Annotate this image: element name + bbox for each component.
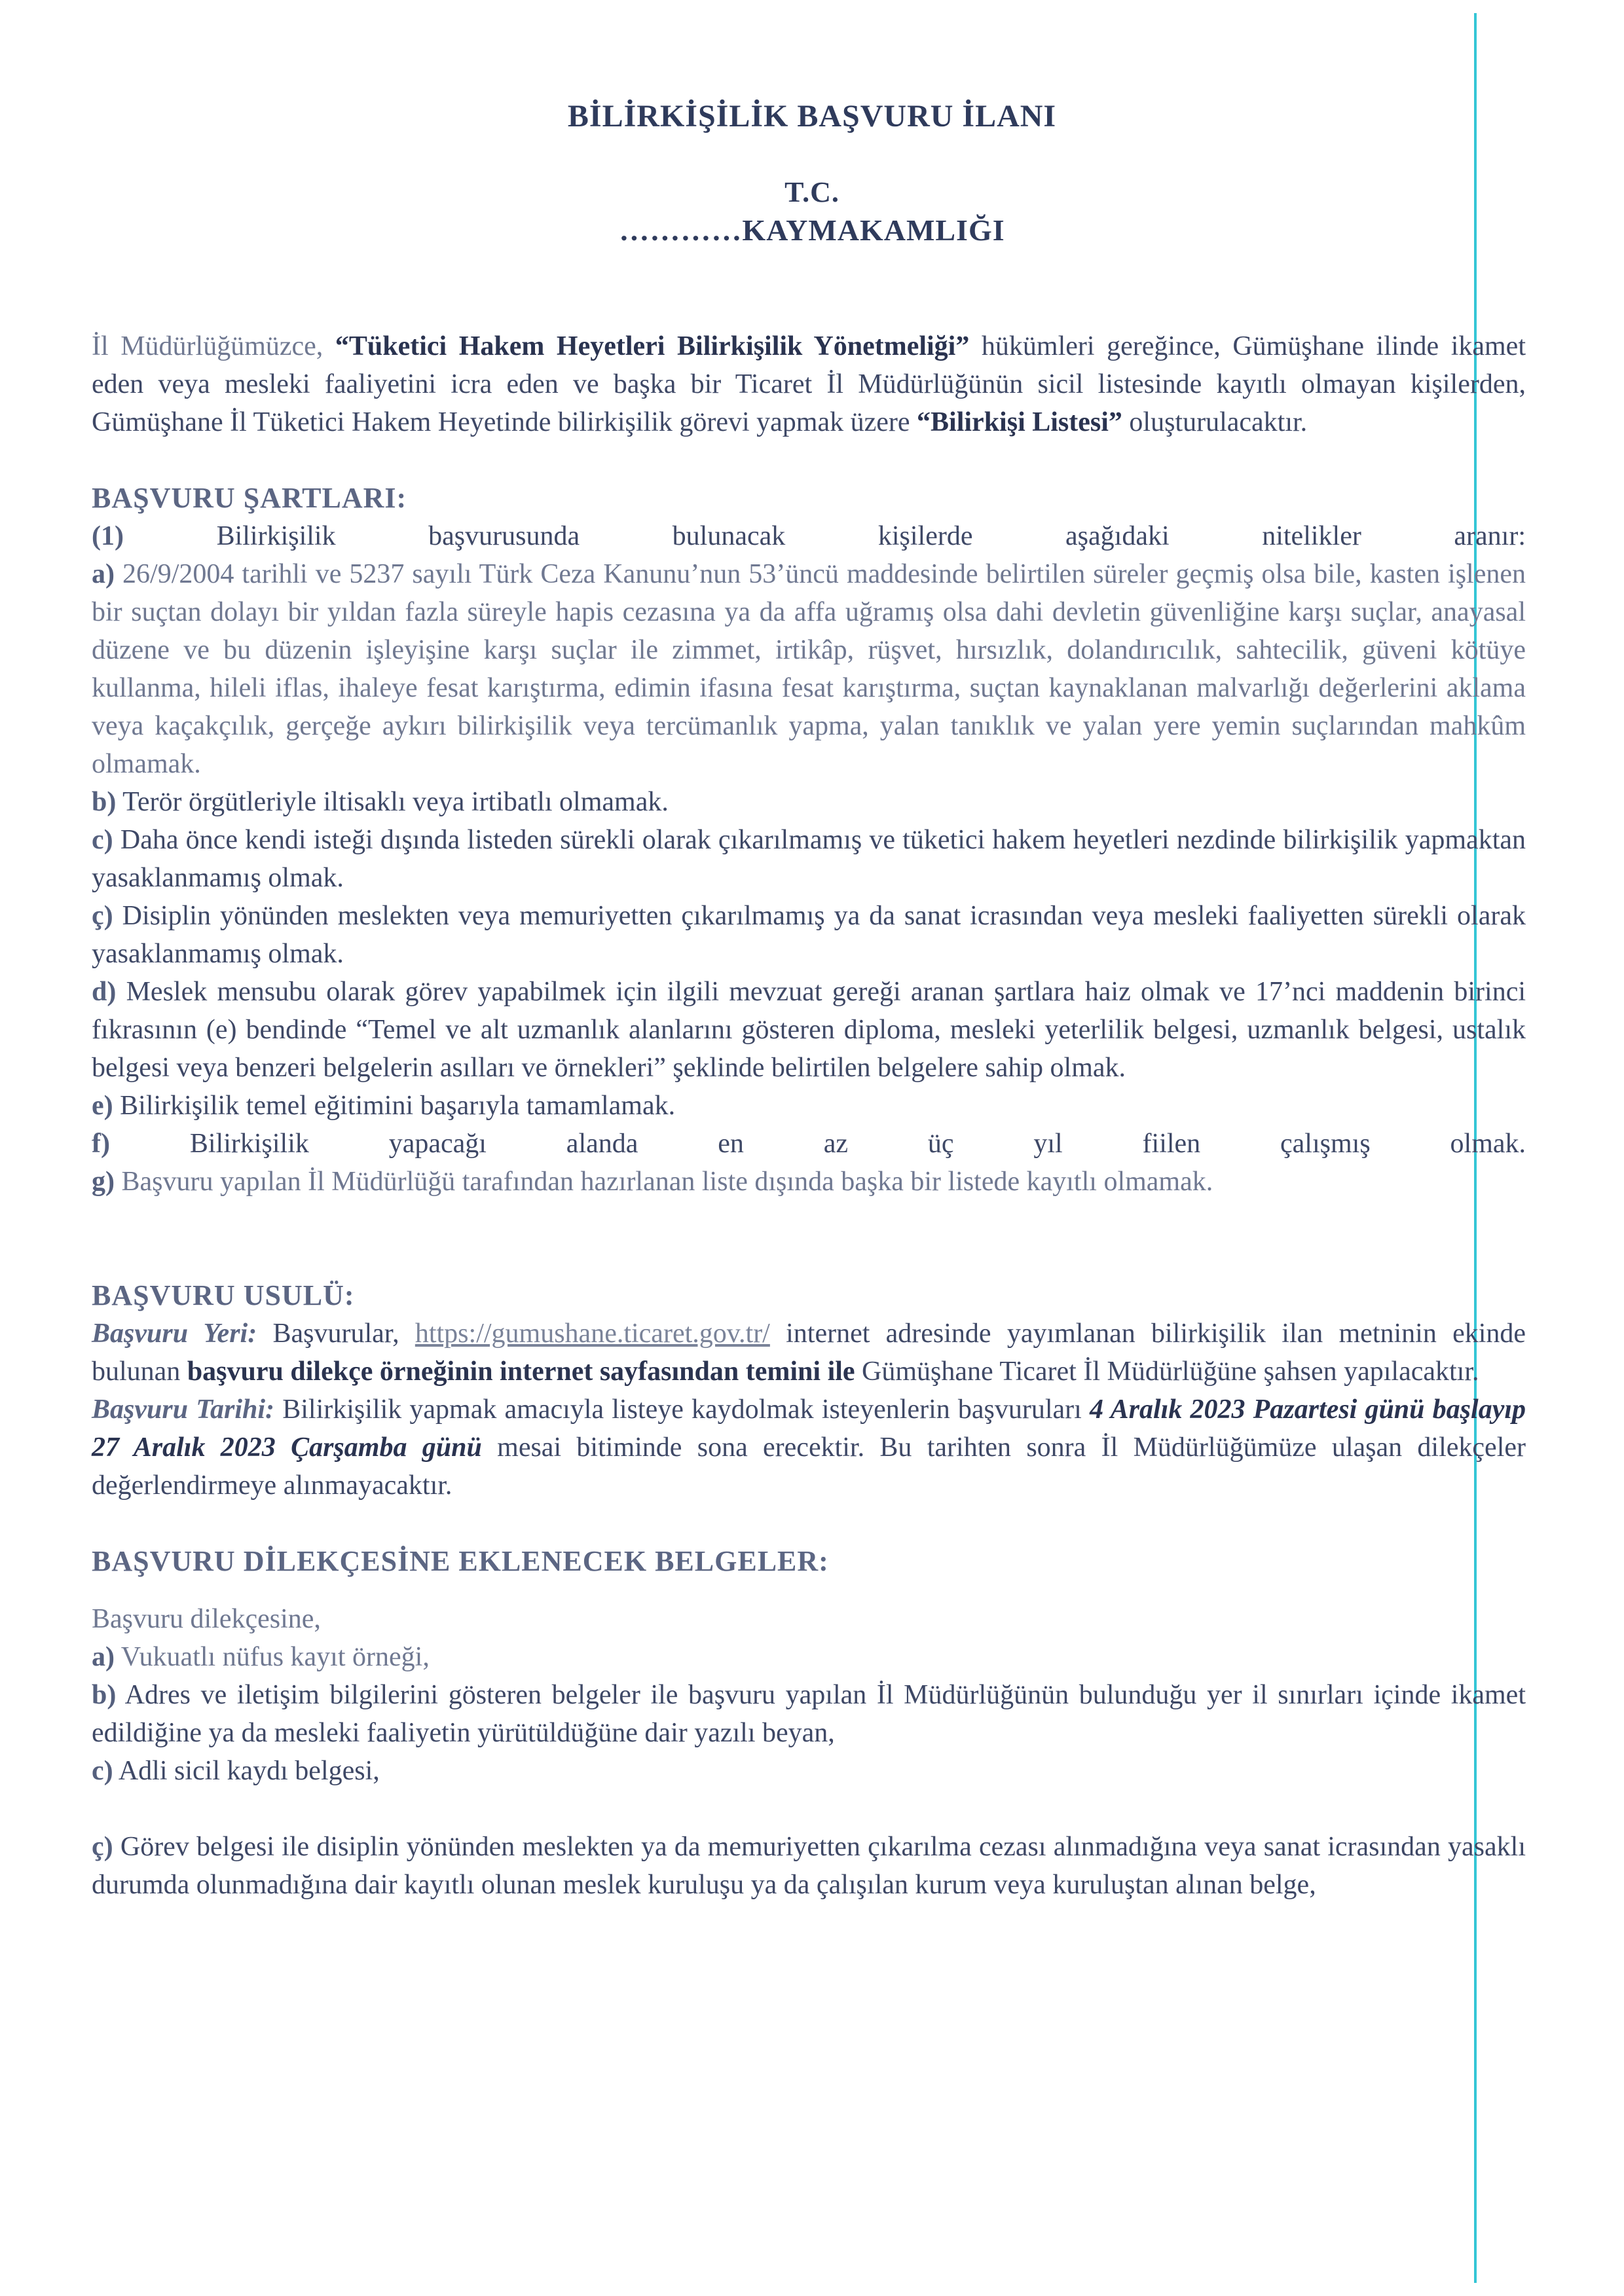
office-name: …………KAYMAKAMLIĞI: [619, 213, 1005, 247]
document-label: a): [92, 1642, 115, 1672]
condition-item: [92, 1163, 1526, 1201]
document-text: Vukuatlı nüfus kayıt örneği,: [120, 1642, 430, 1672]
condition-item: [92, 1087, 1526, 1125]
application-place: [92, 1315, 1526, 1391]
intro-text-1: İl Müdürlüğümüzce,: [92, 331, 323, 361]
document-text: Adres ve iletişim bilgilerini gösteren belgeler ile başvuru yapılan İl Müdürlüğünün bulunduğu yer il sınırları içinde ikamet edildiğine ya da mesleki faaliyetin yürütüldüğüne dair yazılı beyan,: [92, 1680, 1526, 1748]
date-range: 4 Aralık 2023 Pazartesi günü başlayıp 27 Aralık 2023 Çarşamba günü: [92, 1394, 1526, 1463]
conditions-intro: [92, 517, 1526, 555]
conditions-heading: BAŞVURU ŞARTLARI:: [92, 482, 407, 514]
conditions-intro-text: Bilirkişilik başvurusunda bulunacak kişilerde aşağıdaki nitelikler aranır:: [216, 521, 1526, 551]
condition-text: Daha önce kendi isteği dışında listeden sürekli olarak çıkarılmamış ve tüketici hakem heyetleri nezdinde bilirkişilik yapmaktan yasaklanmamış olmak.: [92, 825, 1526, 893]
condition-item: [92, 973, 1526, 1087]
condition-text: Bilirkişilik temel eğitimini başarıyla tamamlamak.: [120, 1091, 676, 1121]
place-text-3: Gümüşhane Ticaret İl Müdürlüğüne şahsen yapılacaktır.: [862, 1357, 1479, 1387]
documents-intro: Başvuru dilekçesine,: [92, 1604, 321, 1634]
condition-text: Disiplin yönünden meslekten veya memuriyetten çıkarılmamış ya da sanat icrasından veya mesleki faaliyetten sürekli olarak yasaklanmamış olmak.: [92, 901, 1526, 969]
condition-label: ç): [92, 901, 113, 931]
date-text-2: mesai bitiminde sona erecektir. Bu tarihten sonra İl Müdürlüğümüze ulaşan dilekçeler değerlendirmeye alınmayacaktır.: [92, 1432, 1526, 1501]
intro-text-2: hükümleri gereğince, Gümüşhane ilinde ikamet eden veya mesleki faaliyetini icra eden ve başka bir Ticaret İl Müdürlüğünün sicil listesinde kayıtlı olmayan kişilerden, Gümüşhane İl Tüketici Hakem Heyetinde bilirkişilik görevi yapmak üzere: [92, 331, 1526, 437]
condition-text: Meslek mensubu olarak görev yapabilmek için ilgili mevzuat gereği aranan şartlara haiz olmak ve 17’nci maddenin birinci fıkrasının (e) bendinde “Temel ve alt uzmanlık alanlarını gösteren diploma, mesleki yeterlilik belgesi, uzmanlık belgesi, ustalık belgesi veya benzeri belgelerin asılları ve örnekleri” şeklinde belirtilen belgelere sahip olmak.: [92, 977, 1526, 1083]
document-label: b): [92, 1680, 117, 1710]
condition-item: [92, 897, 1526, 973]
date-text-1: Bilirkişilik yapmak amacıyla listeye kaydolmak isteyenlerin başvuruları: [282, 1394, 1082, 1425]
document-label: ç): [92, 1832, 113, 1862]
condition-label: c): [92, 825, 113, 855]
condition-label: b): [92, 787, 117, 817]
condition-label: f): [92, 1129, 110, 1159]
document-item: [92, 1676, 1526, 1752]
condition-item: [92, 783, 1526, 821]
tc-label: T.C.: [784, 176, 840, 208]
document-item: [92, 1638, 1526, 1676]
condition-text: Bilirkişilik yapacağı alanda en az üç yıl fiilen çalışmış olmak.: [189, 1129, 1526, 1159]
conditions-intro-label: (1): [92, 521, 124, 551]
procedure-heading: BAŞVURU USULÜ:: [92, 1279, 355, 1311]
intro-text-3: oluşturulacaktır.: [1129, 407, 1308, 437]
condition-item: [92, 1125, 1526, 1163]
condition-text: Başvuru yapılan İl Müdürlüğü tarafından hazırlanan liste dışında başka bir listede kayıtlı olmamak.: [121, 1167, 1213, 1197]
intro-paragraph: [92, 327, 1526, 441]
document-item: [92, 1828, 1526, 1904]
condition-text: 26/9/2004 tarihli ve 5237 sayılı Türk Ceza Kanunu’nun 53’üncü maddesinde belirtilen süreler geçmiş olsa bile, kasten işlenen bir suçtan dolayı bir yıldan fazla süreyle hapis cezasına ya da affa uğramış olsa dahi devletin güvenliğine karşı suçlar, anayasal düzene ve bu düzenin işleyişine karşı suçlar ile zimmet, irtikâp, rüşvet, hırsızlık, dolandırıcılık, sahtecilik, güveni kötüye kullanma, hileli iflas, ihaleye fesat karıştırma, edimin ifasına fesat karıştırma, suçtan kaynaklanan malvarlığı değerlerini aklama veya kaçakçılık, gerçeğe aykırı bilirkişilik veya tercümanlık yapma, yalan tanıklık ve yalan yere yemin suçlarından mahkûm olmamak.: [92, 559, 1526, 779]
place-emphasis: başvuru dilekçe örneğinin internet sayfasından temini ile: [187, 1357, 855, 1387]
document-text: Adli sicil kaydı belgesi,: [118, 1756, 380, 1786]
condition-label: d): [92, 977, 117, 1007]
place-text-1: Başvurular,: [272, 1319, 399, 1349]
application-date: [92, 1391, 1526, 1504]
condition-item: [92, 821, 1526, 897]
website-link[interactable]: https://gumushane.ticaret.gov.tr/: [415, 1319, 770, 1349]
document-label: c): [92, 1756, 113, 1786]
place-text-2: internet adresinde yayımlanan bilirkişilik ilan metninin ekinde bulunan: [92, 1319, 1526, 1387]
regulation-name: “Tüketici Hakem Heyetleri Bilirkişilik Yönetmeliği”: [335, 331, 970, 361]
document-item: [92, 1752, 1526, 1790]
condition-label: e): [92, 1091, 113, 1121]
document-body: [92, 327, 1526, 1904]
date-label: Başvuru Tarihi:: [92, 1394, 275, 1425]
condition-text: Terör örgütleriyle iltisaklı veya irtibatlı olmamak.: [122, 787, 669, 817]
condition-item: [92, 555, 1526, 783]
documents-heading: BAŞVURU DİLEKÇESİNE EKLENECEK BELGELER:: [92, 1545, 829, 1577]
place-label: Başvuru Yeri:: [92, 1319, 257, 1349]
document-title: BİLİRKİŞİLİK BAŞVURU İLANI: [567, 99, 1057, 134]
document-text: Görev belgesi ile disiplin yönünden meslekten ya da memuriyetten çıkarılma cezası alınmadığına veya sanat icrasından yasaklı durumda olunmadığına dair kayıtlı olunan meslek kuruluşu ya da çalışılan kurum veya kuruluştan alınan belge,: [92, 1832, 1526, 1900]
list-name: “Bilirkişi Listesi”: [917, 407, 1122, 437]
condition-label: g): [92, 1167, 115, 1197]
condition-label: a): [92, 559, 115, 589]
